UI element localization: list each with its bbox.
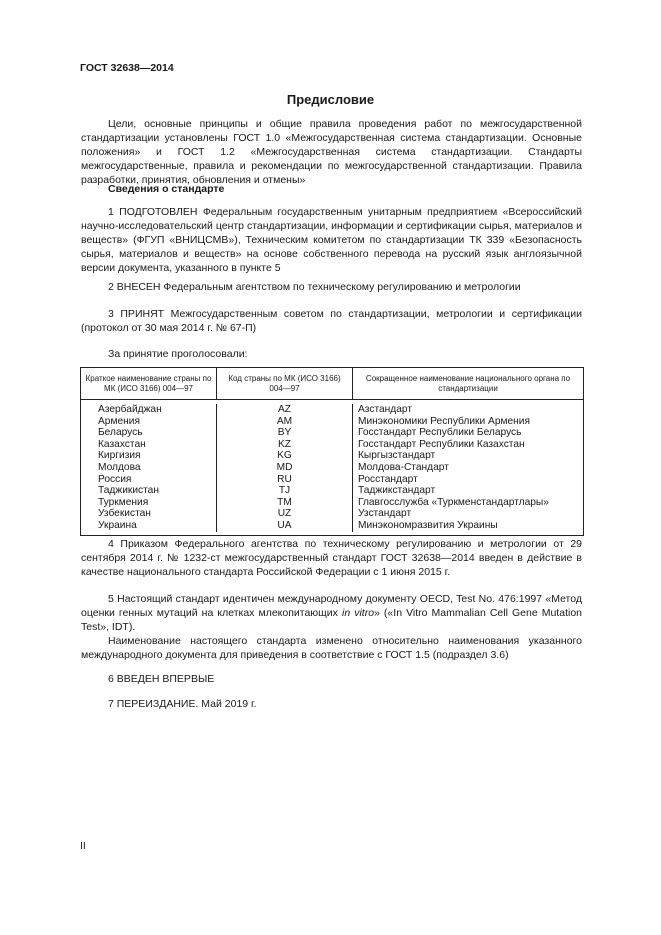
table-cell-body: Таджикстандарт: [358, 485, 436, 497]
table-cell-code: BY: [277, 427, 292, 439]
item-5-note: Наименование настоящего стандарта изменено относительно наименования указанного международного документа для приведения в соответствие с ГОСТ 1.5 (подраздел 3.6): [81, 635, 582, 661]
table-cell-code: AZ: [277, 404, 292, 415]
item-5-block: [81, 592, 582, 662]
item-3-paragraph: 3 ПРИНЯТ Межгосударственным советом по стандартизации, метрологии и сертификации (протокол от 30 мая 2014 г. № 67-П): [81, 308, 582, 334]
section-subheading: Сведения о стандарте: [108, 183, 225, 195]
table-cell-country: Азербайджан: [98, 404, 162, 415]
subheading-block: [81, 182, 582, 196]
voted-block: [81, 347, 582, 361]
table-cell-body: Госстандарт Республики Беларусь: [358, 427, 522, 439]
table-cell-code: UZ: [277, 508, 292, 520]
table-body: [81, 400, 583, 535]
table-column-country: [81, 404, 216, 532]
table-cell-country: Киргизия: [98, 450, 141, 462]
item-4-block: [81, 537, 582, 579]
table-cell-country: Армения: [98, 415, 140, 427]
table-cell-code: AM: [276, 415, 293, 427]
table-cell-country: Казахстан: [98, 438, 146, 450]
item-7-block: [81, 697, 582, 711]
table-cell-body: Кыргызстандарт: [358, 450, 436, 462]
item-5-paragraph: [81, 592, 582, 634]
item-6-paragraph: 6 ВВЕДЕН ВПЕРВЫЕ: [108, 673, 215, 685]
table-cell-body: Минэкономразвития Украины: [358, 519, 498, 531]
voted-label: За принятие проголосовали:: [108, 348, 248, 360]
table-cell-body: Госстандарт Республики Казахстан: [358, 438, 525, 450]
item-7-paragraph: 7 ПЕРЕИЗДАНИЕ. Май 2019 г.: [108, 698, 257, 710]
standard-code-header: ГОСТ 32638—2014: [80, 62, 174, 74]
table-cell-body: Росстандарт: [358, 473, 418, 485]
voting-table: [80, 367, 584, 536]
table-header-body: Сокращенное наименование национального органа по стандартизации: [365, 373, 571, 393]
table-header-row: [81, 368, 583, 400]
item-2-paragraph: 2 ВНЕСЕН Федеральным агентством по техническому регулированию и метрологии: [108, 281, 521, 293]
item-5-text-end: » («In Vitro Mammalian Cell Gene Mutation Test», IDT).: [81, 607, 582, 633]
intro-paragraph: Цели, основные принципы и общие правила проведения работ по межгосударственной стандартизации установлены ГОСТ 1.0 «Межгосударственная система стандартизации. Основные положения» и ГОСТ 1.2 «Межгосударственная система стандартизации. Стандарты межгосударственные, правила и рекомендации по межгосударственной стандартизации. Правила разработки, принятия, обновления и отмены»: [81, 118, 582, 186]
item-5-text-start: 5 Настоящий стандарт идентичен международному документу OECD, Test No. 476:1997 «Метод оценки генных мутаций на клетках млекопитающих: [81, 593, 582, 619]
item-6-block: [81, 672, 582, 686]
table-cell-code: UA: [277, 519, 292, 531]
table-cell-country: Молдова: [98, 461, 141, 473]
table-cell-country: Таджикистан: [98, 485, 159, 497]
table-cell-code: TJ: [278, 485, 291, 497]
table-cell-code: RU: [277, 473, 292, 485]
page-title: Предисловие: [286, 92, 375, 107]
table-header-country: Краткое наименование страны по МК (ИСО 3166) 004—97: [85, 373, 212, 393]
table-cell-country: Россия: [98, 473, 132, 485]
item-1-block: [81, 205, 582, 275]
table-column-body: [353, 404, 583, 532]
table-cell-country: Украина: [98, 519, 137, 531]
table-cell-country: Беларусь: [98, 427, 143, 439]
item-1-paragraph: 1 ПОДГОТОВЛЕН Федеральным государственным унитарным предприятием «Всероссийский научно-исследовательский центр стандартизации, информации и сертификации сырья, материалов и веществ» (ФГУП «ВНИЦСМВ»), Техническим комитетом по стандартизации ТК 339 «Безопасность сырья, материалов и веществ» на основе собственного перевода на русский язык англоязычной версии документа, указанного в пункте 5: [81, 206, 582, 274]
table-cell-code: KZ: [277, 438, 292, 450]
table-cell-body: Минэкономики Республики Армения: [358, 415, 530, 427]
intro-block: [81, 117, 582, 187]
table-cell-code: KG: [277, 450, 292, 462]
item-3-block: [81, 307, 582, 335]
table-cell-body: Молдова-Стандарт: [358, 461, 449, 473]
table-cell-body: Азстандарт: [358, 404, 413, 415]
item-4-paragraph: 4 Приказом Федерального агентства по техническому регулированию и метрологии от 29 сентября 2014 г. № 1232-ст межгосударственный стандарт ГОСТ 32638—2014 введен в действие в качестве национального стандарта Российской Федерации с 1 июня 2015 г.: [81, 538, 582, 578]
table-cell-body: Главгосслужба «Туркменстандартлары»: [358, 496, 549, 508]
table-cell-country: Туркмения: [98, 496, 149, 508]
table-cell-body: Узстандарт: [358, 508, 412, 520]
table-cell-code: TM: [277, 496, 292, 508]
table-cell-country: Узбекистан: [98, 508, 151, 520]
table-column-code: [216, 404, 353, 532]
page-number: II: [80, 840, 86, 852]
item-2-block: [81, 280, 582, 294]
table-header-code: Код страны по МК (ИСО 3166) 004—97: [216, 368, 353, 399]
table-cell-code: MD: [276, 461, 293, 473]
item-5-italic: in vitro: [341, 607, 375, 619]
